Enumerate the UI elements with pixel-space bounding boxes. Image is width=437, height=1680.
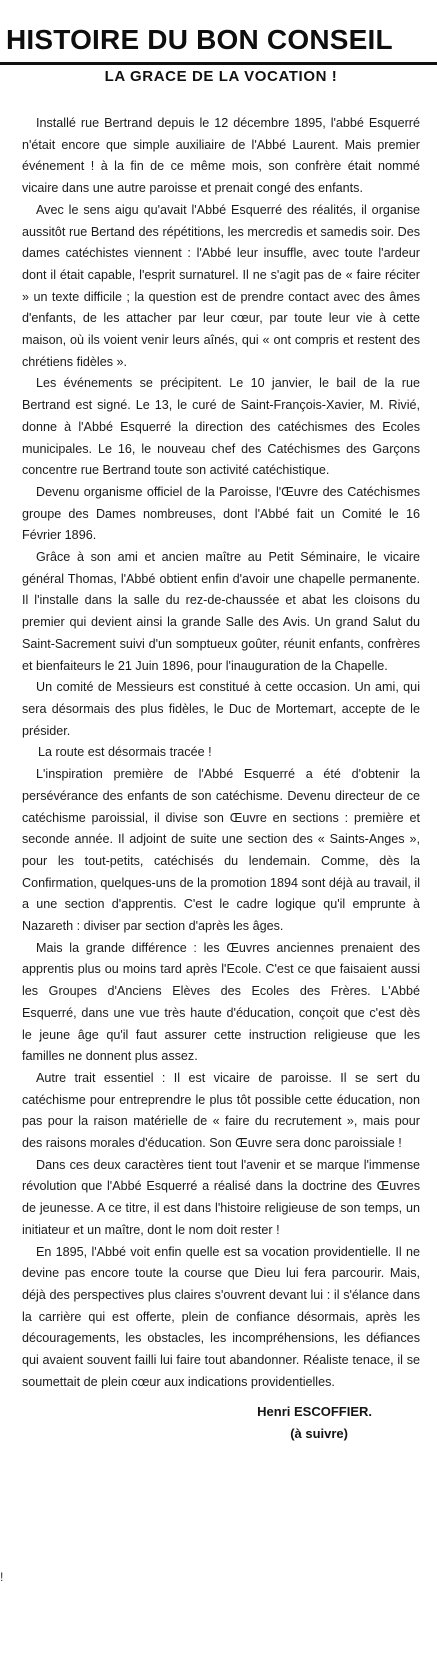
article-paragraph: La route est désormais tracée ! bbox=[38, 745, 212, 760]
column-title: HISTOIRE DU BON CONSEIL bbox=[6, 24, 393, 55]
article-paragraph: Un comité de Messieurs est constitué à cette occasion. Un ami, qui sera désormais des plus fidèles, le Duc de Mortemart, accepte de le présider. bbox=[22, 680, 420, 738]
article-paragraph: Mais la grande différence : les Œuvres anciennes prenaient des apprentis plus ou moins tard après l'Ecole. C'est ce que faisaient aussi les Groupes d'Anciens Elèves des Ecoles des Frères. L'Abbé Esquerré, dans une vue très haute d'éducation, conçoit que c'est dès le jeune âge qu'il faut assurer cette instruction religieuse que les familles ne donnent plus assez. bbox=[22, 940, 420, 1064]
continuation-note: (à suivre) bbox=[290, 1426, 348, 1442]
article-paragraph: En 1895, l'Abbé voit enfin quelle est sa vocation providentielle. Il ne devine pas encore toute la course que Dieu lui fera parcourir. Mais, déjà des perspectives plus claires s'ouvrent devant lui : il s'élance dans la carrière qui est offerte, plein de confiance désormais, après les découragements, les obstacles, les incompréhensions, les défiances qui avaient souvent failli lui faire tout abandonner. Réaliste tenace, il se soumettait de plein cœur aux indications providentielles. bbox=[22, 1244, 420, 1389]
column-header bbox=[0, 10, 437, 65]
article-paragraph: L'inspiration première de l'Abbé Esquerré a été d'obtenir la persévérance des enfants de son catéchisme. Devenu directeur de ce catéchisme paroissial, il divise son Œuvre en sections : première et seconde année. Il adjoint de suite une section des « Saints-Anges », pour les tout-petits, catéchisés du lendemain. Comme, dès la Confirmation, quelques-uns de la promotion 1894 sont déjà au travail, il a une section d'apprentis. C'est le cadre logique qu'il emprunte à Nazareth : diviser par section d'après les âges. bbox=[22, 767, 420, 934]
margin-artifact: ! bbox=[0, 1570, 4, 1584]
article-paragraph: Dans ces deux caractères tient tout l'avenir et se marque l'immense révolution que l'Abbé Esquerré a réalisé dans la doctrine des Œuvres de jeunesse. A ce titre, il est dans l'histoire religieuse de son temps, un initiateur et un maître, dont le nom doit rester ! bbox=[22, 1157, 420, 1237]
article-paragraph: Grâce à son ami et ancien maître au Petit Séminaire, le vicaire général Thomas, l'Abbé obtient enfin d'avoir une chapelle permanente. Il l'installe dans la salle du rez-de-chaussée et abat les cloisons du premier qui devient ainsi la grande Salle des Avis. Un grand Salut du Saint-Sacrement suivi d'un somptueux goûter, réunit enfants, confrères et bienfaiteurs le 21 Juin 1896, pour l'inauguration de la Chapelle. bbox=[22, 550, 420, 673]
article bbox=[22, 68, 420, 1445]
article-paragraph: Installé rue Bertrand depuis le 12 décembre 1895, l'abbé Esquerré n'était encore que simple auxiliaire de l'Abbé Laurent. Mais premier événement ! à la fin de ce même mois, son confrère était nommé vicaire dans une autre paroisse et prenait congé des enfants. bbox=[22, 116, 420, 196]
article-paragraph: Les événements se précipitent. Le 10 janvier, le bail de la rue Bertrand est signé. Le 13, le curé de Saint-François-Xavier, M. Rivié, donne à l'Abbé Esquerré la direction des catéchismes des Ecoles municipales. Le 16, le nouveau chef des Catéchismes des Garçons concentre rue Bertrand toute son activité catéchistique. bbox=[22, 376, 420, 478]
article-paragraph: Devenu organisme officiel de la Paroisse, l'Œuvre des Catéchismes groupe des Dames nombreuses, dont l'Abbé fait un Comité le 16 Février 1896. bbox=[22, 484, 420, 543]
article-paragraph: Avec le sens aigu qu'avait l'Abbé Esquerré des réalités, il organise aussitôt rue Bertand des répétitions, les mercredis et samedis soir. Des dames catéchistes viennent : l'Abbé leur insuffle, avec toute l'ardeur dont il était capable, l'esprit surnaturel. Il ne s'agit pas de « faire réciter » un texte difficile ; la question est de prendre contact avec des âmes d'enfants, de les attacher par leur cœur, par toute leur vie à cette maison, où ils voient venir leurs aînés, qui « ont compris et restent des chrétiens fidèles ». bbox=[22, 202, 420, 369]
article-title: LA GRACE DE LA VOCATION ! bbox=[104, 68, 338, 85]
author-signature: Henri ESCOFFIER. bbox=[257, 1404, 372, 1420]
article-paragraph: Autre trait essentiel : Il est vicaire de paroisse. Il se sert du catéchisme pour entreprendre le plus tôt possible cette éducation, non pas pour la raison matérielle de « faire du recrutement », mais pour des raisons morales d'éducation. Son Œuvre sera donc paroissiale ! bbox=[22, 1070, 420, 1151]
